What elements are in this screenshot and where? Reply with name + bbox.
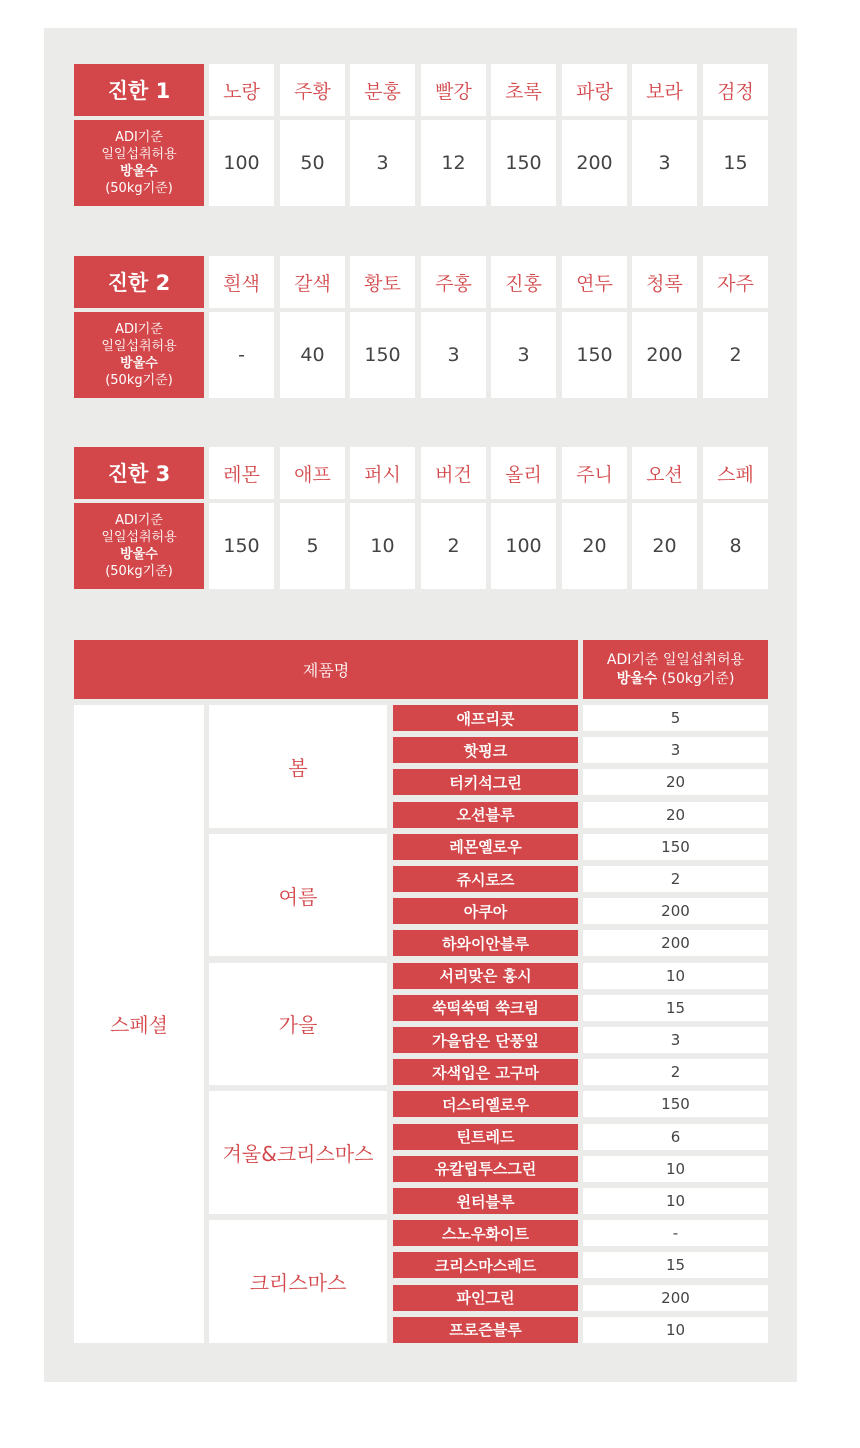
- product-drop-count-cell: [583, 898, 768, 924]
- product-drop-count: 200: [661, 1288, 690, 1307]
- drop-count: 20: [582, 535, 607, 557]
- set-title: [74, 447, 204, 499]
- color-name-cell: [491, 256, 556, 308]
- product-drop-count-cell: [583, 995, 768, 1021]
- drop-count: 200: [646, 344, 683, 366]
- color-name: 노랑: [223, 80, 260, 103]
- drop-count-cell: [280, 120, 345, 206]
- product-drop-count: 20: [665, 805, 686, 824]
- drop-count-cell: [421, 503, 486, 589]
- product-drop-count: 10: [665, 1159, 686, 1178]
- color-name-cell: [491, 447, 556, 499]
- product-name-cell: [393, 769, 578, 795]
- product-drop-count-cell: [583, 834, 768, 860]
- product-name: 파인그린: [456, 1289, 515, 1308]
- season-group-cell: [209, 1220, 387, 1343]
- product-drop-count: 15: [665, 998, 686, 1017]
- drop-count: 150: [364, 344, 401, 366]
- adi-label-line: 일일섭취허용: [101, 339, 177, 354]
- product-name: 틴트레드: [456, 1128, 515, 1147]
- color-name-cell: [421, 64, 486, 116]
- drop-count: 5: [306, 535, 319, 557]
- color-name: 보라: [646, 80, 683, 103]
- drop-count-cell: [632, 503, 697, 589]
- product-name: 가을담은 단풍잎: [432, 1031, 539, 1050]
- color-name-cell: [632, 64, 697, 116]
- adi-header: [583, 640, 768, 699]
- product-drop-count-cell: [583, 963, 768, 989]
- color-name: 주홍: [435, 272, 472, 295]
- color-name: 파랑: [576, 80, 613, 103]
- drop-count-cell: [491, 312, 556, 398]
- drop-count: -: [238, 344, 245, 366]
- drop-count: 150: [223, 535, 260, 557]
- season-group-name: 여름: [278, 884, 318, 909]
- drop-count-cell: [491, 120, 556, 206]
- category-cell: [74, 705, 204, 1343]
- product-drop-count: 3: [670, 1031, 681, 1049]
- product-drop-count: 150: [661, 837, 690, 856]
- color-name-cell: [280, 256, 345, 308]
- product-name: 쥬시로즈: [456, 870, 515, 889]
- adi-label-line: (50kg기준): [105, 181, 173, 196]
- product-name: 하와이안블루: [442, 934, 529, 953]
- adi-label-line: ADI기준: [115, 513, 163, 528]
- product-name-cell: [393, 1124, 578, 1150]
- product-name-cell: [393, 737, 578, 763]
- drop-count-cell: [562, 312, 627, 398]
- drop-count-cell: [632, 120, 697, 206]
- drop-count: 200: [576, 152, 613, 174]
- drop-count: 100: [223, 152, 260, 174]
- product-name: 더스티옐로우: [442, 1095, 529, 1114]
- product-name-cell: [393, 1252, 578, 1278]
- product-name: 유칼립투스그린: [434, 1160, 537, 1179]
- product-drop-count: 15: [665, 1256, 686, 1275]
- drop-count: 40: [300, 344, 325, 366]
- product-name-cell: [393, 1188, 578, 1214]
- product-drop-count-cell: [583, 1059, 768, 1085]
- adi-label-line: (50kg기준): [105, 373, 173, 388]
- product-name-cell: [393, 1317, 578, 1343]
- color-name-cell: [280, 64, 345, 116]
- product-drop-count-cell: [583, 866, 768, 892]
- product-name: 자색입은 고구마: [432, 1063, 539, 1082]
- color-name-cell: [632, 447, 697, 499]
- product-drop-count-cell: [583, 1124, 768, 1150]
- drop-count: 3: [517, 344, 530, 366]
- product-name-cell: [393, 1285, 578, 1311]
- color-name-cell: [350, 64, 415, 116]
- product-name-cell: [393, 930, 578, 956]
- season-group-name: 가을: [278, 1013, 318, 1038]
- product-drop-count: 2: [670, 1063, 681, 1082]
- drop-count: 150: [505, 152, 542, 174]
- product-name: 터키석그린: [449, 773, 522, 792]
- adi-label-line: ADI기준: [115, 322, 163, 337]
- color-name: 분홍: [364, 80, 401, 103]
- season-group-name: 봄: [288, 755, 308, 780]
- product-name: 아쿠아: [463, 902, 508, 921]
- color-name: 올리: [505, 463, 542, 486]
- product-drop-count: 20: [665, 773, 686, 792]
- adi-label-bold: 방울수: [120, 164, 158, 179]
- drop-count-cell: [421, 312, 486, 398]
- adi-label-line: ADI기준: [115, 130, 163, 145]
- color-name: 검정: [717, 80, 754, 103]
- product-name-cell: [393, 963, 578, 989]
- drop-count: 3: [447, 344, 460, 366]
- color-name: 흰색: [223, 272, 260, 295]
- product-name-cell: [393, 898, 578, 924]
- drop-count-cell: [209, 503, 274, 589]
- drop-count: 15: [723, 152, 748, 174]
- drop-count-cell: [703, 503, 768, 589]
- drop-count: 20: [652, 535, 677, 557]
- color-name-cell: [280, 447, 345, 499]
- product-drop-count-cell: [583, 1156, 768, 1182]
- product-drop-count-cell: [583, 802, 768, 828]
- product-drop-count: 10: [665, 966, 686, 985]
- product-name: 크리스마스레드: [434, 1256, 537, 1275]
- adi-label: [74, 120, 204, 206]
- color-name: 오션: [646, 463, 683, 486]
- drop-count: 2: [447, 535, 460, 557]
- product-name-cell: [393, 802, 578, 828]
- color-name-cell: [562, 447, 627, 499]
- product-drop-count-cell: [583, 1317, 768, 1343]
- color-name: 청록: [646, 272, 683, 295]
- color-name-cell: [421, 447, 486, 499]
- color-name: 주황: [294, 80, 331, 103]
- color-name: 버건: [435, 463, 472, 486]
- product-name-cell: [393, 1027, 578, 1053]
- product-name: 레몬옐로우: [449, 838, 522, 857]
- product-drop-count-cell: [583, 769, 768, 795]
- drop-count: 150: [576, 344, 613, 366]
- product-drop-count: 10: [665, 1192, 686, 1210]
- adi-header-rest: (50kg기준): [657, 670, 735, 687]
- drop-count-cell: [350, 503, 415, 589]
- product-name-cell: [393, 995, 578, 1021]
- drop-count-cell: [350, 120, 415, 206]
- set-title-text: 진한 1: [107, 79, 171, 103]
- color-name: 애프: [294, 463, 331, 486]
- product-name-cell: [393, 866, 578, 892]
- color-name-cell: [209, 256, 274, 308]
- adi-label-line: (50kg기준): [105, 564, 173, 579]
- drop-count-cell: [209, 312, 274, 398]
- adi-label-bold: 방울수: [120, 356, 158, 371]
- season-group-cell: [209, 705, 387, 828]
- product-drop-count-cell: [583, 1285, 768, 1311]
- drop-count-cell: [703, 120, 768, 206]
- drop-count-cell: [703, 312, 768, 398]
- color-name-cell: [491, 64, 556, 116]
- product-drop-count-cell: [583, 705, 768, 731]
- product-drop-count: 2: [670, 870, 681, 888]
- product-drop-count-cell: [583, 930, 768, 956]
- product-drop-count-cell: [583, 1091, 768, 1117]
- season-group-cell: [209, 963, 387, 1086]
- season-group-name: 겨울&크리스마스: [222, 1142, 374, 1167]
- color-name-cell: [350, 256, 415, 308]
- drop-count-cell: [491, 503, 556, 589]
- product-drop-count: 200: [661, 934, 690, 953]
- product-drop-count-cell: [583, 737, 768, 763]
- color-name-cell: [562, 256, 627, 308]
- product-name-cell: [393, 1156, 578, 1182]
- product-name-cell: [393, 1091, 578, 1117]
- season-group-cell: [209, 834, 387, 957]
- season-group-cell: [209, 1091, 387, 1214]
- adi-header-bold: 방울수: [616, 670, 658, 687]
- drop-count: 100: [505, 535, 542, 557]
- adi-label-line: 일일섭취허용: [101, 530, 177, 545]
- color-name: 황토: [364, 272, 401, 295]
- season-group-name: 크리스마스: [249, 1270, 347, 1295]
- color-name: 레몬: [223, 463, 260, 486]
- product-name: 오션블루: [456, 806, 515, 825]
- product-name: 핫핑크: [463, 741, 508, 760]
- drop-count-cell: [350, 312, 415, 398]
- category-text: 스페셜: [110, 1013, 168, 1038]
- color-name-cell: [209, 447, 274, 499]
- product-drop-count: 5: [670, 709, 681, 727]
- product-name-cell: [393, 1059, 578, 1085]
- product-name: 윈터블루: [456, 1192, 515, 1211]
- color-name-cell: [632, 256, 697, 308]
- color-name-cell: [421, 256, 486, 308]
- product-name-cell: [393, 1220, 578, 1246]
- drop-count: 50: [300, 152, 325, 174]
- drop-count: 3: [376, 152, 389, 174]
- product-name: 서리맞은 홍시: [439, 967, 532, 986]
- product-drop-count-cell: [583, 1027, 768, 1053]
- color-name-cell: [350, 447, 415, 499]
- color-name-cell: [703, 64, 768, 116]
- color-name: 주니: [576, 463, 613, 486]
- adi-header-line: ADI기준 일일섭취허용: [606, 651, 745, 668]
- drop-count-cell: [632, 312, 697, 398]
- drop-count-cell: [421, 120, 486, 206]
- product-drop-count-cell: [583, 1220, 768, 1246]
- color-name-cell: [209, 64, 274, 116]
- product-name: 애프리콧: [456, 709, 515, 728]
- product-drop-count: 10: [665, 1320, 686, 1339]
- drop-count: 12: [441, 152, 466, 174]
- color-name: 빨강: [435, 80, 472, 103]
- drop-count: 10: [370, 535, 395, 557]
- adi-label-line: 일일섭취허용: [101, 147, 177, 162]
- adi-label-bold: 방울수: [120, 547, 158, 562]
- adi-label: [74, 312, 204, 398]
- color-name: 갈색: [294, 272, 331, 295]
- drop-count: 3: [658, 152, 671, 174]
- color-name: 스페: [717, 463, 754, 486]
- product-drop-count: -: [672, 1224, 679, 1243]
- color-name: 퍼시: [364, 463, 401, 486]
- color-name: 자주: [717, 272, 754, 295]
- adi-label: [74, 503, 204, 589]
- product-drop-count: 3: [670, 741, 681, 760]
- color-name: 연두: [576, 272, 613, 295]
- product-drop-count: 150: [661, 1095, 690, 1114]
- color-name-cell: [703, 447, 768, 499]
- product-name: 스노우화이트: [442, 1224, 529, 1243]
- drop-count-cell: [209, 120, 274, 206]
- product-name-cell: [393, 834, 578, 860]
- color-name-cell: [562, 64, 627, 116]
- product-drop-count-cell: [583, 1252, 768, 1278]
- drop-count-cell: [562, 503, 627, 589]
- product-drop-count-cell: [583, 1188, 768, 1214]
- set-title-text: 진한 2: [107, 271, 171, 295]
- product-header-text: 제품명: [302, 661, 350, 680]
- product-name: 쑥떡쑥떡 쑥크림: [432, 999, 539, 1018]
- drop-count-cell: [280, 312, 345, 398]
- drop-count-cell: [280, 503, 345, 589]
- product-drop-count: 200: [661, 902, 690, 921]
- drop-count: 8: [729, 535, 742, 557]
- drop-count-cell: [562, 120, 627, 206]
- adi-header-line: [617, 670, 735, 689]
- product-drop-count: 6: [670, 1127, 681, 1146]
- color-name-cell: [703, 256, 768, 308]
- set-title-text: 진한 3: [107, 462, 171, 486]
- color-name: 진홍: [505, 272, 542, 295]
- color-name: 초록: [505, 80, 542, 103]
- set-title: [74, 64, 204, 116]
- set-title: [74, 256, 204, 308]
- product-name-header: [74, 640, 578, 699]
- drop-count: 2: [729, 344, 742, 366]
- product-name: 프로즌블루: [449, 1321, 522, 1340]
- product-name-cell: [393, 705, 578, 731]
